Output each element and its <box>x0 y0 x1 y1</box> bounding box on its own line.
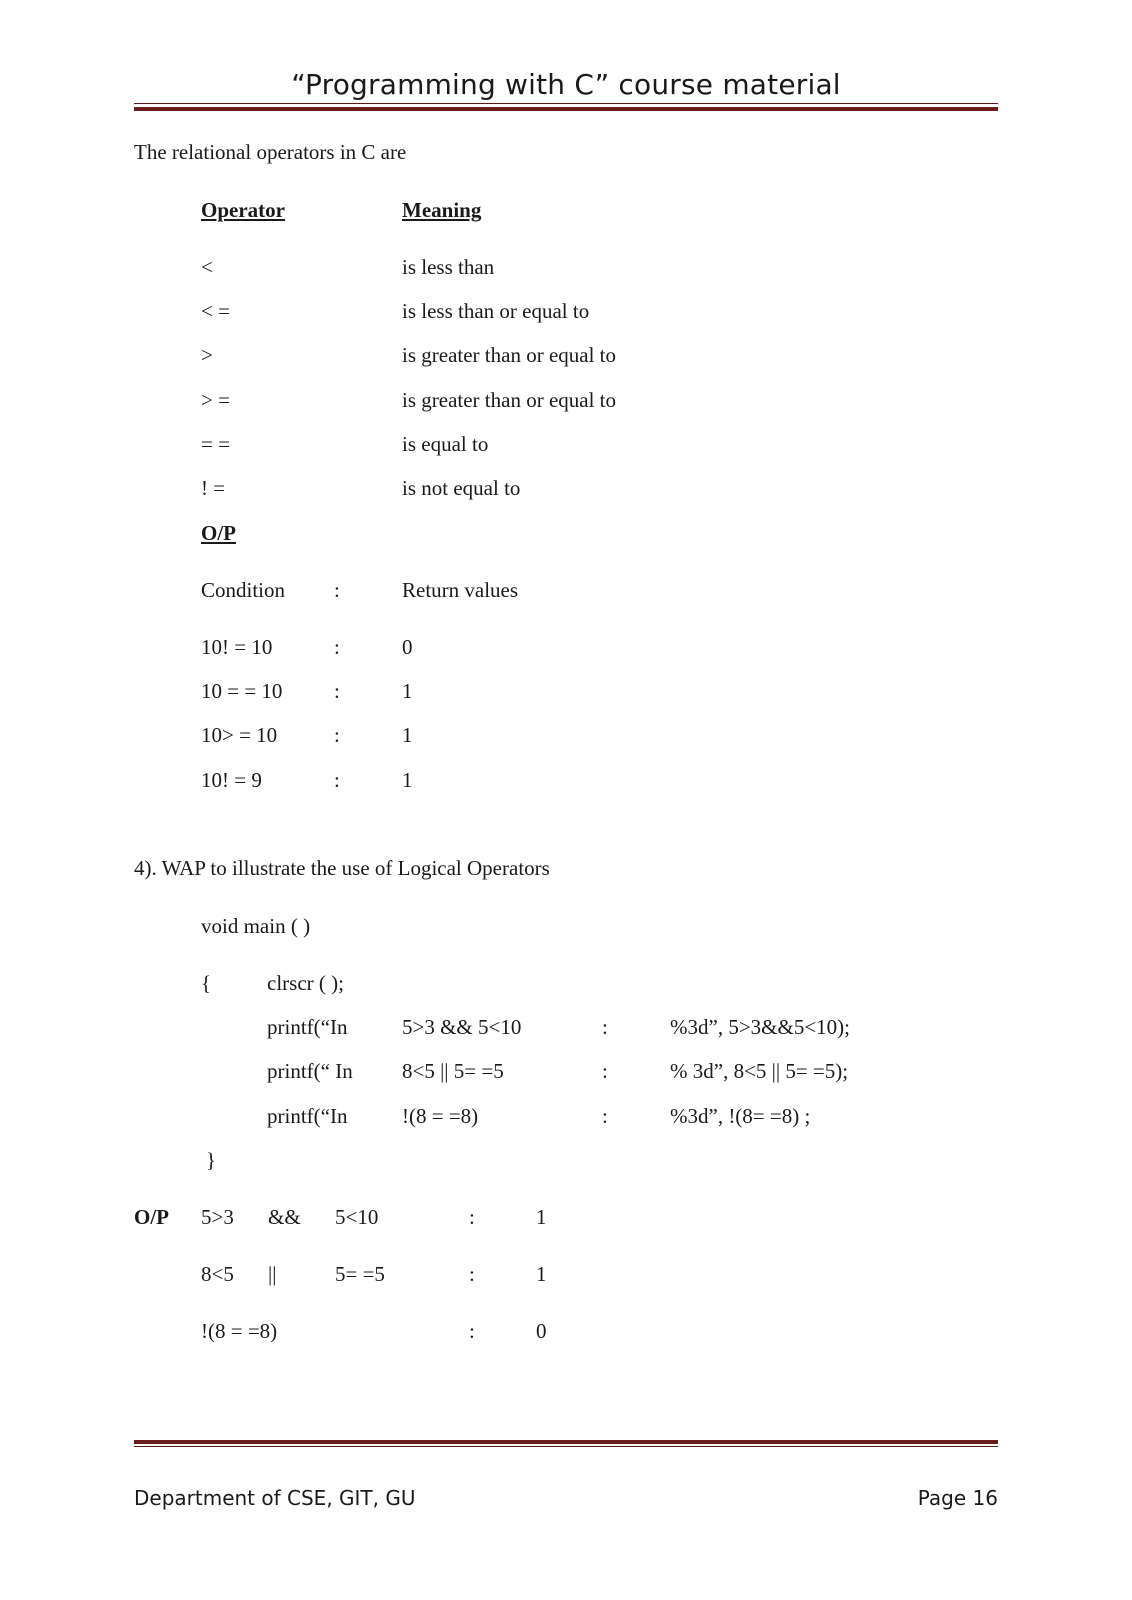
output-heading: O/P <box>201 521 236 545</box>
return-values-column-header: Return values <box>402 578 519 602</box>
code-printf-expression: !(8 = =8) <box>402 1104 479 1128</box>
output-operand-b: 5<10 <box>335 1205 379 1229</box>
code-printf-call: printf(“In <box>267 1104 348 1128</box>
operator-cell: < = <box>201 299 230 323</box>
code-printf-separator: : <box>602 1059 608 1083</box>
output-operator: && <box>268 1205 301 1229</box>
meaning-cell: is greater than or equal to <box>402 388 616 412</box>
meaning-cell: is not equal to <box>402 476 521 500</box>
footer-rule-thick <box>134 1440 998 1444</box>
code-clrscr: clrscr ( ); <box>267 971 344 995</box>
condition-separator: : <box>334 679 340 703</box>
intro-text: The relational operators in C are <box>134 140 407 164</box>
meaning-cell: is equal to <box>402 432 489 456</box>
page-header-title: “Programming with C” course material <box>291 68 841 101</box>
output-separator: : <box>469 1319 475 1343</box>
condition-cell: 10! = 9 <box>201 768 262 792</box>
operator-cell: < <box>201 255 213 279</box>
condition-separator: : <box>334 635 340 659</box>
return-value-cell: 1 <box>402 679 413 703</box>
meaning-column-header: Meaning <box>402 198 482 222</box>
code-close-brace: } <box>206 1148 217 1172</box>
condition-cell: 10! = 10 <box>201 635 273 659</box>
output-label: O/P <box>134 1205 169 1229</box>
code-main-signature: void main ( ) <box>201 914 311 938</box>
condition-separator: : <box>334 578 340 602</box>
code-printf-expression: 5>3 && 5<10 <box>402 1015 522 1039</box>
output-operand-a: 5>3 <box>201 1205 234 1229</box>
code-printf-format: % 3d”, 8<5 || 5= =5); <box>670 1059 849 1083</box>
output-separator: : <box>469 1205 475 1229</box>
code-printf-call: printf(“In <box>267 1015 348 1039</box>
condition-separator: : <box>334 768 340 792</box>
footer-department: Department of CSE, GIT, GU <box>134 1486 416 1510</box>
meaning-cell: is less than or equal to <box>402 299 590 323</box>
output-operand-a: !(8 = =8) <box>201 1319 278 1343</box>
code-printf-separator: : <box>602 1015 608 1039</box>
output-value: 1 <box>536 1205 547 1229</box>
return-value-cell: 1 <box>402 723 413 747</box>
header-rule-thick <box>134 107 998 111</box>
footer-page-number: Page 16 <box>917 1486 998 1510</box>
condition-cell: 10 = = 10 <box>201 679 283 703</box>
return-value-cell: 1 <box>402 768 413 792</box>
operator-cell: ! = <box>201 476 226 500</box>
return-value-cell: 0 <box>402 635 413 659</box>
output-operand-a: 8<5 <box>201 1262 234 1286</box>
meaning-cell: is greater than or equal to <box>402 343 616 367</box>
operator-cell: > = <box>201 388 230 412</box>
code-open-brace: { <box>201 971 212 995</box>
header-rule-thin <box>134 103 998 104</box>
output-value: 0 <box>536 1319 547 1343</box>
condition-separator: : <box>334 723 340 747</box>
code-printf-call: printf(“ In <box>267 1059 353 1083</box>
meaning-cell: is less than <box>402 255 495 279</box>
output-separator: : <box>469 1262 475 1286</box>
code-printf-separator: : <box>602 1104 608 1128</box>
code-printf-format: %3d”, 5>3&&5<10); <box>670 1015 850 1039</box>
operator-cell: = = <box>201 432 230 456</box>
operator-column-header: Operator <box>201 198 285 222</box>
output-operand-b: 5= =5 <box>335 1262 385 1286</box>
condition-column-header: Condition <box>201 578 286 602</box>
code-printf-format: %3d”, !(8= =8) ; <box>670 1104 811 1128</box>
condition-cell: 10> = 10 <box>201 723 278 747</box>
section-heading: 4). WAP to illustrate the use of Logical Operators <box>134 856 550 880</box>
output-value: 1 <box>536 1262 547 1286</box>
footer-rule-thin <box>134 1446 998 1447</box>
output-operator: || <box>268 1262 277 1286</box>
code-printf-expression: 8<5 || 5= =5 <box>402 1059 504 1083</box>
operator-cell: > <box>201 343 213 367</box>
